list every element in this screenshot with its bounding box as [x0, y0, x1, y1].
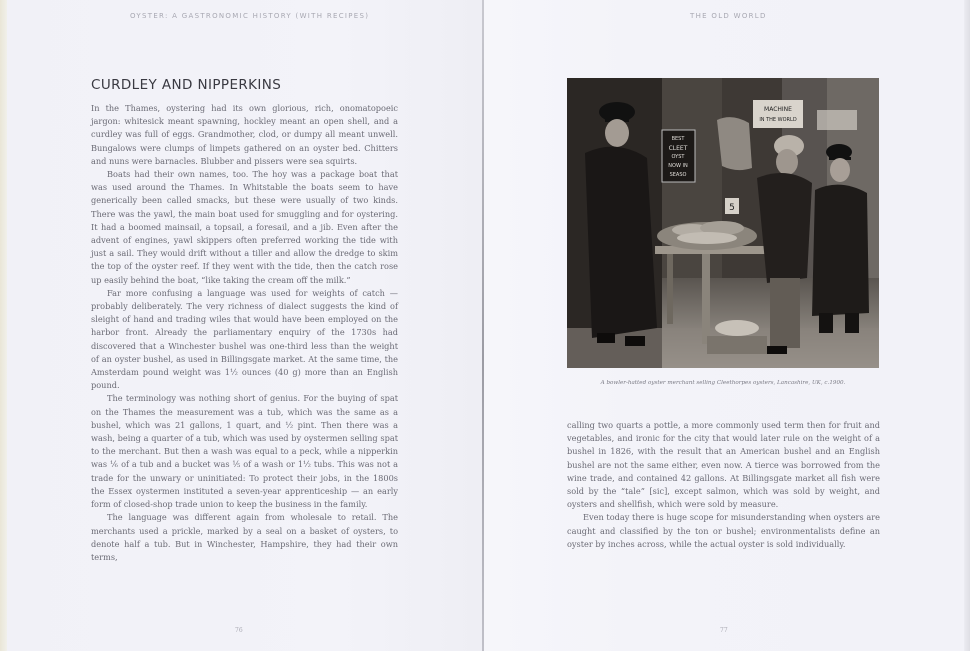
svg-text:IN THE WORLD: IN THE WORLD: [759, 117, 797, 123]
svg-text:OYST: OYST: [671, 154, 685, 160]
historical-photograph: [567, 78, 879, 368]
running-head-right: THE OLD WORLD: [690, 12, 767, 20]
section-title: CURDLEY AND NIPPERKINS: [91, 77, 282, 93]
right-body-text: [567, 419, 880, 551]
svg-text:SEASO: SEASO: [669, 172, 687, 178]
photo-caption: A bowler-hatted oyster merchant selling Cleethorpes oysters, Lancashire, UK, c.1900.: [600, 380, 846, 386]
page-edge-right: [964, 0, 970, 651]
svg-text:BEST: BEST: [671, 136, 685, 142]
paragraph: In the Thames, oystering had its own glorious, rich, onomatopoeic jargon: whitesick meant spawning, hockley meant an open shell, and a curdley was full of eggs. Grandmother, clod, or dumpy all meant unwell. Bungalows were clumps of limpets gathered on an oyster bed. Chitters and nuns were barnacles. Blubber and pissers were sea squirts.: [91, 103, 398, 166]
paragraph: The terminology was nothing short of genius. For the buying of spat on the Thames the measurement was a tub, which was the same as a bushel, which was 21 gallons, 1 quart, and ½ pint. Then there was a wash, being a quarter of a tub, which was used by oystermen selling spat to the merchant. But then a wash was equal to a peck, while a nipperkin was ⅙ of a tub and a bucket was ⅕ of a wash or 1½ tubs. This was not a trade for the unwary or uninitiated: To protect their jobs, in the 1800s the Essex oystermen instituted a seven-year apprenticeship — an early form of closed-shop trade union to keep the business in the family.: [91, 393, 398, 510]
svg-text:5: 5: [729, 203, 735, 213]
page-edge-left: [0, 0, 7, 651]
left-body-text: [91, 102, 398, 564]
paragraph: Boats had their own names, too. The hoy was a package boat that was used around the Thames. In Whitstable the boats seem to have generically been called smacks, but these were usually of two kinds. There was the yawl, the main boat used for smuggling and for oystering. It had a boomed mainsail, a topsail, a foresail, and a jib. Even after the advent of engines, yawl skippers often preferred working the tide with just a sail. They would drift without a tiller and allow the dredge to skim the top of the oyster reef. If they went with the tide, then the catch rose up easily behind the boat, “like taking the cream off the milk.”: [91, 169, 398, 285]
svg-text:CLEET: CLEET: [668, 145, 688, 152]
paragraph: The language was different again from wholesale to retail. The merchants used a prickle, marked by a seal on a basket of oysters, to denote half a tub. But in Winchester, Hampshire, they had their own terms,: [91, 512, 398, 562]
paragraph: Far more confusing a language was used for weights of catch — probably deliberately. The very richness of dialect suggests the kind of sleight of hand and trading wiles that would have been employed on the harbor front. Already the parliamentary enquiry of the 1730s had discovered that a Winchester bushel was one-third less than the weight of an oyster bushel, as used in Billingsgate market. At the same time, the Amsterdam pound weight was 1½ ounces (40 g) more than an English pound.: [91, 287, 398, 391]
photo-illustration: [567, 78, 879, 368]
paragraph: calling two quarts a pottle, a more commonly used term then for fruit and vegetables, and ironic for the city that would later rule on the weight of a bushel in 1826, with the result that an American bushel and an English bushel are not the same either, even now. A tierce was borrowed from the wine trade, and contained 42 gallons. At Billingsgate market all fish were sold by the “tale” [sic], except salmon, which was sold by weight, and oysters and shellfish, which were sold by measure.: [567, 420, 880, 510]
svg-text:NOW IN: NOW IN: [668, 163, 688, 169]
page-number-right: 77: [720, 627, 728, 634]
svg-text:MACHINE: MACHINE: [764, 106, 792, 113]
paragraph: Even today there is huge scope for misunderstanding when oysters are caught and classified by the ton or bushel; environmentalists define an oyster by inches across, while the actual oyster is sold individually.: [567, 512, 880, 549]
running-head-left: OYSTER: A GASTRONOMIC HISTORY (WITH RECIPES): [130, 12, 370, 20]
page-number-left: 76: [235, 627, 243, 634]
